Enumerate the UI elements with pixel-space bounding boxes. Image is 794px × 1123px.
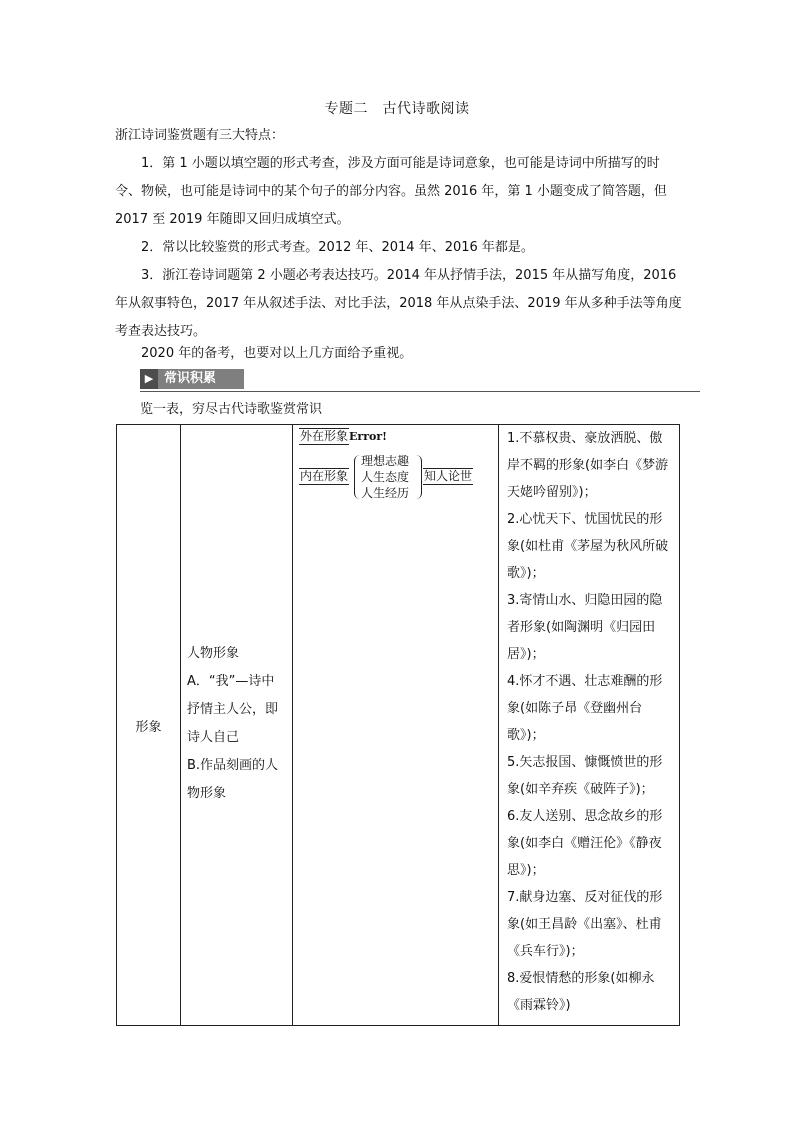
diagram-cell	[293, 425, 499, 1026]
char-item-a: A．“我”—诗中抒情主人公，即诗人自己	[187, 674, 279, 745]
example-item: 1.不慕权贵、豪放洒脱、傲岸不羁的形象(如李白《梦游天姥吟留别》)；	[507, 431, 669, 500]
brace-item: 人生经历	[361, 486, 410, 500]
brace-item: 理想志趣	[361, 454, 410, 468]
example-item: 7.献身边塞、反对征伐的形象(如王昌龄《出塞》、杜甫《兵车行》)；	[507, 890, 663, 959]
point-2: 2．常以比较鉴赏的形式考查。2012 年、2014 年、2016 年都是。	[141, 240, 534, 255]
outer-image-label: 外在形象	[300, 429, 349, 443]
point-3: 3．浙江卷诗词题第 2 小题必考表达技巧。2014 年从抒情手法，2015 年从描写角度，2016 年从叙事特色，2017 年从叙述手法、对比手法，2018 年从点染手法、2019 年从多种手法等角度考查表达技巧。	[115, 268, 682, 339]
example-item: 4.怀才不遇、壮志难酬的形象(如陈子昂《登幽州台歌》)；	[507, 674, 663, 743]
example-item: 2.心忧天下、忧国忧民的形象(如杜甫《茅屋为秋风所破歌》)；	[507, 512, 669, 581]
outer-image-row	[299, 428, 387, 445]
table-row	[117, 425, 680, 1026]
section-label: 常识积累	[164, 371, 217, 386]
example-item: 3.寄情山水、归隐田园的隐者形象(如陶渊明《归园田居》)；	[507, 593, 663, 662]
char-item-b: B.作品刻画的人物形象	[187, 758, 279, 801]
char-heading: 人物形象	[187, 646, 240, 661]
example-item: 6.友人送别、思念故乡的形象(如李白《赠汪伦》《静夜思》)；	[507, 809, 663, 878]
result-row	[423, 468, 473, 485]
example-item: 5.矢志报国、慷慨愤世的形象(如辛弃疾《破阵子》)；	[507, 755, 663, 797]
characteristics-cell	[181, 425, 293, 1026]
table-caption: 览一表，穷尽古代诗歌鉴赏常识	[140, 402, 323, 417]
brace-list	[361, 453, 409, 501]
knowledge-table	[116, 424, 680, 1026]
closing-text: 2020 年的备考，也要对以上几方面给予重视。	[141, 346, 413, 361]
inner-image-label: 内在形象	[300, 469, 349, 483]
inner-image-row	[299, 468, 349, 485]
example-item: 8.爱恨情愁的形象(如柳永《雨霖铃》)	[507, 971, 655, 1013]
brace-item: 人生态度	[361, 470, 410, 484]
right-brace	[415, 455, 422, 499]
error-text: Error!	[349, 430, 387, 443]
result-label: 知人论世	[424, 469, 473, 483]
intro-text: 浙江诗词鉴赏题有三大特点：	[115, 128, 285, 143]
page-title: 专题二 古代诗歌阅读	[324, 101, 470, 117]
left-brace	[354, 455, 361, 499]
category-cell: 形象	[117, 425, 181, 1026]
section-header	[140, 369, 700, 392]
point-1: 1．第 1 小题以填空题的形式考查，涉及方面可能是诗词意象，也可能是诗词中所描写的时令、物候，也可能是诗词中的某个句子的部分内容。虽然 2016 年，第 1 小题变成了简答题，但 2017 至 2019 年随即又回归成填空式。	[115, 156, 667, 227]
examples-cell	[499, 425, 680, 1026]
play-arrow-icon: ▶	[140, 369, 158, 389]
section-tab	[140, 369, 244, 389]
